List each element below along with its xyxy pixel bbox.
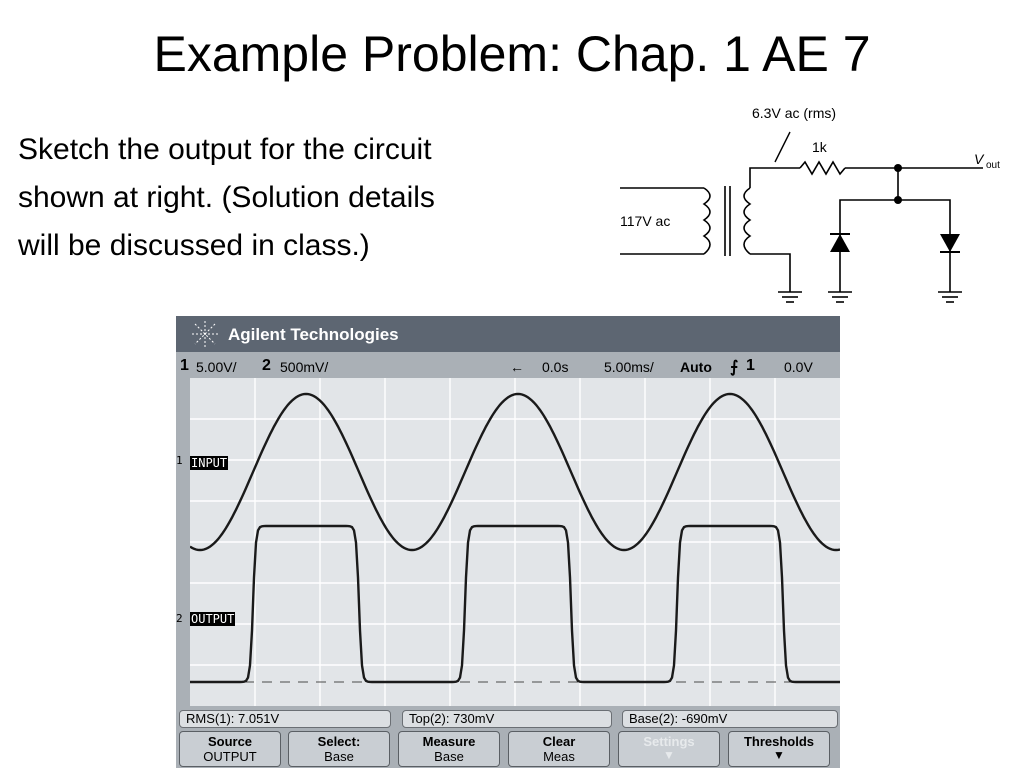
diode-branch-wire [840, 200, 950, 274]
scope-header [176, 316, 840, 352]
input-trace-label: INPUT [191, 456, 228, 470]
resistor-label: 1k [812, 139, 827, 155]
junction-dot [894, 196, 902, 204]
oscilloscope-screenshot [176, 316, 840, 768]
softkey-label: Clear [542, 734, 576, 749]
ch1-scale: 5.00V/ [196, 359, 237, 375]
softkey-row [176, 730, 840, 768]
delay-arrow-icon: ← [510, 359, 524, 375]
measurement-bar [176, 708, 840, 728]
junction-dot [894, 164, 902, 172]
softkey-label: Settings [643, 734, 695, 749]
primary-coil [704, 188, 710, 254]
arrow-down-icon: ▼ [663, 748, 675, 762]
ch2-number: 2 [262, 357, 271, 374]
thresholds-softkey[interactable] [728, 731, 830, 767]
body-line: Sketch the output for the circuit [18, 133, 432, 166]
delay-value: 0.0s [542, 359, 569, 375]
resistor [800, 162, 845, 174]
brand-name: Agilent Technologies [228, 325, 399, 344]
agilent-spark-icon [190, 319, 220, 349]
softkey-label: Source [207, 734, 253, 749]
ch1-number: 1 [180, 357, 189, 374]
diode-left [830, 234, 850, 252]
softkey-value: OUTPUT [203, 749, 257, 764]
timebase-value: 5.00ms/ [604, 359, 654, 375]
trigger-mode: Auto [680, 359, 712, 375]
source-softkey[interactable] [179, 731, 281, 767]
secondary-coil [744, 188, 750, 254]
measurement-base: Base(2): -690mV [622, 710, 838, 728]
output-subscript: out [986, 160, 1000, 171]
softkey-label: Measure [422, 734, 476, 749]
circuit-diagram [600, 96, 1000, 316]
measurement-top: Top(2): 730mV [402, 710, 612, 728]
softkey-value: Base [324, 749, 354, 764]
arrow-down-icon: ▼ [773, 748, 785, 762]
secondary-voltage-label: 6.3V ac (rms) [752, 105, 837, 121]
trigger-source: 1 [746, 357, 755, 374]
output-label: V [974, 151, 984, 167]
secondary-top-wire [750, 168, 800, 188]
body-line: will be discussed in class.) [18, 229, 370, 262]
body-line: shown at right. (Solution details [18, 181, 435, 214]
softkey-label: Select: [317, 734, 361, 749]
output-trace-label: OUTPUT [191, 612, 235, 626]
softkey-label: Thresholds [743, 734, 815, 749]
measurement-rms: RMS(1): 7.051V [179, 710, 391, 728]
ch2-scale: 500mV/ [280, 359, 329, 375]
clear-meas-softkey[interactable] [508, 731, 610, 767]
trigger-level: 0.0V [784, 359, 813, 375]
secondary-ground-wire [750, 254, 790, 292]
slide-body [18, 126, 598, 270]
slide-title: Example Problem: Chap. 1 AE 7 [153, 26, 871, 82]
trigger-slope-icon: ⨍ [730, 359, 739, 376]
scope-graticule [190, 378, 840, 706]
settings-softkey[interactable] [618, 731, 720, 767]
ch2-ground-marker: 2 [176, 612, 183, 625]
scope-status-bar [176, 354, 840, 378]
ch1-ground-marker: 1 [176, 454, 183, 467]
softkey-value: Meas [543, 749, 575, 764]
primary-voltage-label: 117V ac [620, 213, 671, 229]
measure-softkey[interactable] [398, 731, 500, 767]
select-softkey[interactable] [288, 731, 390, 767]
diode-right [940, 234, 960, 252]
softkey-value: Base [434, 749, 464, 764]
